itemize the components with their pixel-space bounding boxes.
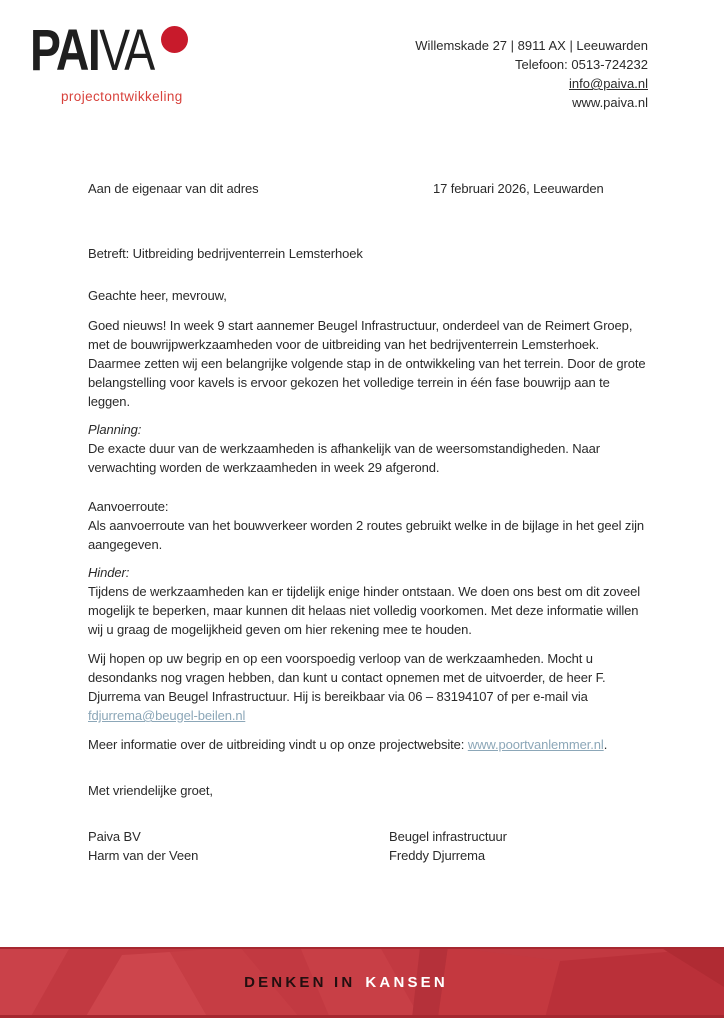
contact-paragraph-text: Wij hopen op uw begrip en op een voorspoedig verloop van de werkzaamheden. Mocht u desondanks nog vragen hebben, dan kunt u contact opnemen met de uitvoerder, de heer F. Djurrema van Beugel Infrastructuur. Hij is bereikbaar via 06 – 83194107 of per e-mail via: [88, 651, 606, 704]
hinder-heading: Hinder:: [88, 565, 130, 580]
footer-slogan: [0, 947, 708, 1018]
company-website: www.paiva.nl: [572, 95, 648, 110]
logo-wordmark: [30, 18, 166, 83]
company-phone: Telefoon: 0513-724232: [514, 57, 648, 72]
planning-heading: Planning:: [88, 422, 142, 437]
header-contact-block: [415, 36, 648, 112]
signature-block-left: [88, 827, 198, 865]
planning-paragraph: De exacte duur van de werkzaamheden is afhankelijk van de weersomstandigheden. Naar verwachting worden de werkzaamheden in week 29 afgerond.: [88, 441, 601, 475]
contact-paragraph: [88, 649, 646, 725]
contact-email-link[interactable]: fdjurrema@beugel-beilen.nl: [88, 708, 246, 723]
website-paragraph: [88, 735, 646, 754]
footer-slogan-light: KANSEN: [365, 974, 448, 991]
signature-left-name: Harm van der Veen: [88, 848, 199, 863]
website-text-suffix: .: [603, 737, 608, 752]
intro-paragraph: Goed nieuws! In week 9 start aannemer Beugel Infrastructuur, onderdeel van de Reimert Groep, met de bouwrijpwerkzaamheden voor de uitbreiding van het bedrijventerrein Lemsterhoek. Daarmee zetten wij een belangrijke volgende stap in de ontwikkeling van het terrein. Door de grote belangstelling voor kavels is ervoor gekozen het volledige terrein in één fase bouwrijp aan te leggen.: [88, 318, 646, 409]
route-paragraph: Als aanvoerroute van het bouwverkeer worden 2 routes gebruikt welke in de bijlage in het geel zijn aangegeven.: [88, 518, 645, 552]
footer-slogan-dark: DENKEN IN: [244, 974, 356, 991]
website-text-prefix: Meer informatie over de uitbreiding vindt u op onze projectwebsite:: [88, 737, 468, 752]
project-website-link[interactable]: www.poortvanlemmer.nl: [467, 737, 604, 752]
signature-left-company: Paiva BV: [88, 829, 141, 844]
logo-text-light: VA: [99, 18, 153, 83]
logo-text-bold: PAI: [30, 18, 100, 83]
hinder-paragraph: Tijdens de werkzaamheden kan er tijdelijk enige hinder ontstaan. We doen ons best om dit zoveel mogelijk te beperken, maar kunnen dit helaas niet volledig voorkomen. Met deze informatie willen wij u graag de mogelijkheid geven om hier rekening mee te houden.: [88, 584, 640, 637]
footer-banner: [0, 947, 724, 1018]
company-logo: [30, 18, 200, 108]
logo-red-dot-icon: [161, 26, 188, 53]
logo-tagline: projectontwikkeling: [61, 89, 183, 104]
subject-line: Betreft: Uitbreiding bedrijventerrein Lemsterhoek: [88, 246, 363, 261]
signature-right-name: Freddy Djurrema: [389, 848, 486, 863]
signature-block-right: [389, 827, 507, 865]
signature-right-company: Beugel infrastructuur: [389, 829, 507, 844]
route-heading: Aanvoerroute:: [88, 499, 169, 514]
company-email-link[interactable]: info@paiva.nl: [569, 76, 648, 91]
addressee-line: Aan de eigenaar van dit adres: [88, 181, 259, 196]
company-address: Willemskade 27 | 8911 AX | Leeuwarden: [415, 38, 648, 53]
date-line: 17 februari 2026, Leeuwarden: [433, 181, 604, 196]
salutation: Geachte heer, mevrouw,: [88, 288, 227, 303]
closing-line: Met vriendelijke groet,: [88, 783, 213, 798]
